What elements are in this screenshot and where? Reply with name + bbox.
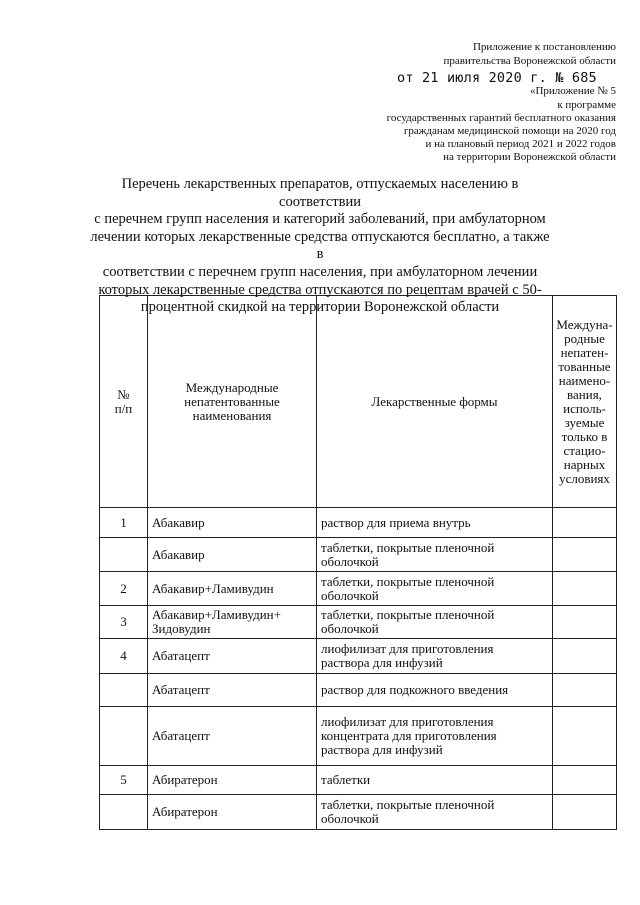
cell-line: таблетки, покрытые пленочной — [321, 797, 495, 812]
header-text: условиях — [559, 470, 610, 486]
header-dosage-forms — [317, 296, 553, 508]
row-inpatient-only — [553, 538, 617, 572]
row-number: 5 — [100, 766, 148, 795]
cell-line: оболочкой — [321, 587, 379, 603]
row-number: 3 — [100, 606, 148, 639]
header-inpatient-only — [553, 296, 617, 508]
row-inn — [148, 508, 317, 538]
header-line: правительства Воронежской области — [443, 55, 616, 67]
cell-line: лиофилизат для приготовления — [321, 714, 494, 729]
title-line: Перечень лекарственных препаратов, отпускаемых населению в соответствии — [121, 176, 519, 210]
cell-line: Абатацепт — [152, 728, 210, 743]
cell-line: Абакавир — [152, 546, 205, 562]
header-text: зуемые — [564, 414, 605, 430]
title-line: которых лекарственные средства отпускаются по рецептам врачей с 50- — [98, 281, 542, 298]
row-inpatient-only — [553, 572, 617, 606]
cell-line: лиофилизат для приготовления — [321, 641, 494, 656]
header-inn — [148, 296, 317, 508]
row-dosage-form — [317, 639, 553, 674]
cell-line: Абакавир+Ламивудин+ — [152, 607, 281, 622]
row-dosage-form — [317, 606, 553, 639]
drug-list-table — [99, 295, 617, 830]
cell-line: Абатацепт — [152, 648, 210, 663]
row-number — [100, 707, 148, 766]
header-text: стацио- — [563, 442, 606, 458]
title-line: лечении которых лекарственные средства отпускаются бесплатно, а также в — [90, 228, 550, 263]
row-number: 2 — [100, 572, 148, 606]
cell-line: Абиратерон — [152, 772, 218, 787]
row-dosage-form — [317, 572, 553, 606]
header-text: Междуна- — [556, 316, 613, 332]
table-row — [100, 674, 617, 707]
row-number: 1 — [100, 508, 148, 538]
row-inpatient-only — [553, 674, 617, 707]
header-line: на территории Воронежской области — [443, 151, 616, 163]
header-text: Лекарственные формы — [371, 393, 498, 409]
title-line: соответствии с перечнем групп населения, при амбулаторном лечении — [102, 263, 538, 280]
row-inpatient-only — [553, 508, 617, 538]
header-text: непатен- — [560, 344, 609, 360]
cell-line: таблетки — [321, 772, 371, 787]
row-number — [100, 795, 148, 830]
row-inn — [148, 639, 317, 674]
header-line: и на плановый период 2021 и 2022 годов — [425, 138, 616, 150]
table-row — [100, 508, 617, 538]
row-dosage-form — [317, 538, 553, 572]
table-header-row — [100, 296, 617, 508]
cell-line: Абиратерон — [152, 804, 218, 819]
row-inn — [148, 795, 317, 830]
row-inpatient-only — [553, 639, 617, 674]
row-dosage-form — [317, 795, 553, 830]
cell-line: таблетки, покрытые пленочной — [321, 539, 495, 555]
cell-line: таблетки, покрытые пленочной — [321, 573, 495, 589]
table-row — [100, 572, 617, 606]
cell-line: концентрата для приготовления — [321, 728, 497, 743]
cell-line: раствор для подкожного введения — [321, 682, 509, 697]
cell-line: оболочкой — [321, 553, 379, 569]
cell-line: таблетки, покрытые пленочной — [321, 607, 495, 622]
cell-line: Абакавир — [152, 514, 205, 530]
cell-line: Зидовудин — [152, 621, 211, 636]
row-number — [100, 538, 148, 572]
table-row — [100, 707, 617, 766]
header-number — [100, 296, 148, 508]
cell-line: Абакавир+Ламивудин — [152, 580, 274, 596]
row-inpatient-only — [553, 795, 617, 830]
header-line: гражданам медицинской помощи на 2020 год — [403, 125, 616, 137]
row-inpatient-only — [553, 606, 617, 639]
row-dosage-form — [317, 508, 553, 538]
row-dosage-form — [317, 766, 553, 795]
header-text: тованные — [558, 358, 611, 374]
title-line: процентной скидкой на территории Воронежской области — [140, 299, 500, 316]
cell-line: Абатацепт — [152, 682, 210, 697]
header-text: п/п — [114, 400, 133, 416]
header-text: наименования — [192, 407, 272, 423]
header-line: Приложение к постановлению — [472, 41, 616, 53]
title-line: с перечнем групп населения и категорий заболеваний, при амбулаторном — [94, 211, 546, 228]
header-line: к программе — [557, 99, 616, 111]
table-row — [100, 639, 617, 674]
row-inn — [148, 707, 317, 766]
row-number — [100, 674, 148, 707]
header-text: вания, — [567, 386, 602, 402]
cell-line: оболочкой — [321, 621, 379, 636]
table-row — [100, 606, 617, 639]
header-text: только в — [561, 428, 608, 444]
row-inn — [148, 674, 317, 707]
header-text: № — [117, 386, 130, 402]
row-dosage-form — [317, 707, 553, 766]
decree-date-stamp: от 21 июля 2020 г. № 685 — [397, 70, 597, 86]
table-row — [100, 538, 617, 572]
row-inn — [148, 766, 317, 795]
row-inn — [148, 538, 317, 572]
header-text: непатентованные — [184, 393, 280, 409]
cell-line: раствора для инфузий — [321, 742, 443, 757]
table-row — [100, 766, 617, 795]
table-row — [100, 795, 617, 830]
header-text: исполь- — [563, 400, 606, 416]
cell-line: раствор для приема внутрь — [321, 514, 471, 530]
header-text: Международные — [185, 379, 279, 395]
cell-line: оболочкой — [321, 811, 379, 826]
header-text: родные — [564, 330, 605, 346]
row-number: 4 — [100, 639, 148, 674]
row-inn — [148, 572, 317, 606]
header-text: наимено- — [558, 372, 611, 388]
header-text: нарных — [563, 456, 606, 472]
header-line: государственных гарантий бесплатного оказания — [386, 112, 616, 124]
row-inn — [148, 606, 317, 639]
cell-line: раствора для инфузий — [321, 655, 443, 670]
row-inpatient-only — [553, 707, 617, 766]
row-dosage-form — [317, 674, 553, 707]
header-line: «Приложение № 5 — [529, 85, 616, 97]
row-inpatient-only — [553, 766, 617, 795]
